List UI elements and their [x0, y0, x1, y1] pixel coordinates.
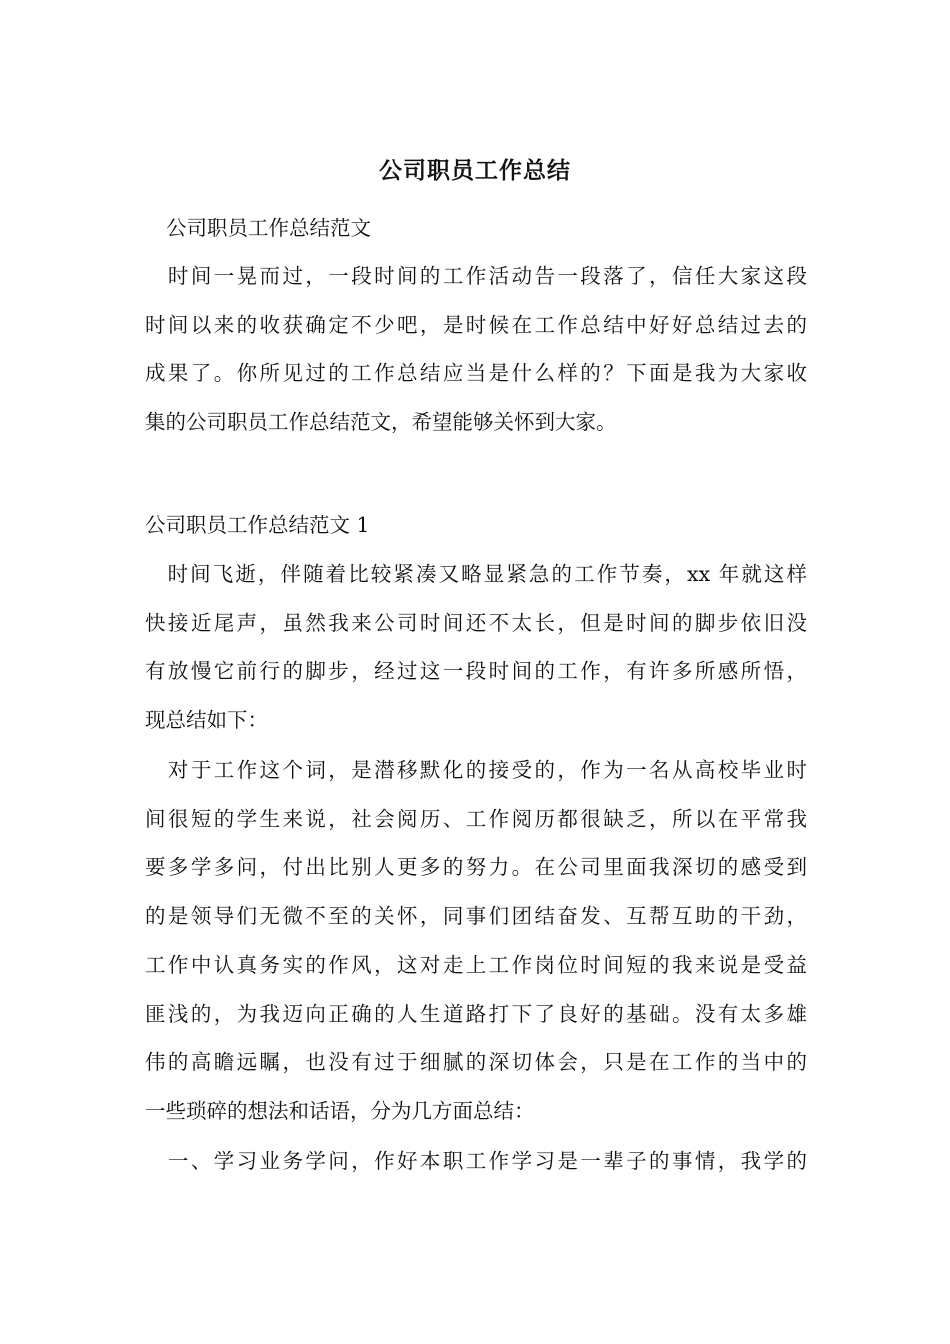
body-paragraph: [145, 746, 807, 1136]
text-line: 要多学多问，付出比别人更多的努力。在公司里面我深切的感受到: [145, 855, 807, 880]
document-title: 公司职员工作总结: [379, 157, 571, 184]
text-line: 时间以来的收获确定不少吧，是时候在工作总结中好好总结过去的: [145, 312, 807, 337]
text-line: 工作中认真务实的作风，这对走上工作岗位时间短的我来说是受益: [145, 952, 807, 977]
text-line: 集的公司职员工作总结范文，希望能够关怀到大家。: [145, 410, 617, 435]
text-line: 有放慢它前行的脚步，经过这一段时间的工作，有许多所感所悟，: [145, 659, 807, 684]
document-subtitle: 公司职员工作总结范文: [166, 216, 371, 240]
text-line: 对于工作这个词，是潜移默化的接受的，作为一名从高校毕业时: [145, 758, 807, 782]
text-line: 成果了。你所见过的工作总结应当是什么样的？下面是我为大家收: [145, 361, 807, 386]
text-line: 伟的高瞻远瞩，也没有过于细腻的深切体会，只是在工作的当中的: [145, 1050, 807, 1075]
text-line: 时间飞逝，伴随着比较紧凑又略显紧急的工作节奏，xx 年就这样: [145, 562, 807, 586]
text-line: 现总结如下：: [145, 708, 268, 733]
section-heading: 公司职员工作总结范文 1: [145, 513, 370, 537]
text-line: 的是领导们无微不至的关怀，同事们团结奋发、互帮互助的干劲，: [145, 904, 807, 929]
body-paragraph: [145, 550, 807, 745]
text-line: 一些琐碎的想法和话语，分为几方面总结：: [145, 1098, 535, 1123]
text-line: 匪浅的，为我迈向正确的人生道路打下了良好的基础。没有太多雄: [145, 1001, 807, 1026]
text-line: 时间一晃而过，一段时间的工作活动告一段落了，信任大家这段: [145, 264, 807, 288]
intro-paragraph: [145, 252, 807, 447]
text-line: 快接近尾声，虽然我来公司时间还不太长，但是时间的脚步依旧没: [145, 610, 807, 635]
body-paragraph: [145, 1137, 807, 1186]
text-line: 间很短的学生来说，社会阅历、工作阅历都很缺乏，所以在平常我: [145, 806, 807, 831]
text-line: 一、学习业务学问，作好本职工作学习是一辈子的事情，我学的: [145, 1149, 807, 1173]
